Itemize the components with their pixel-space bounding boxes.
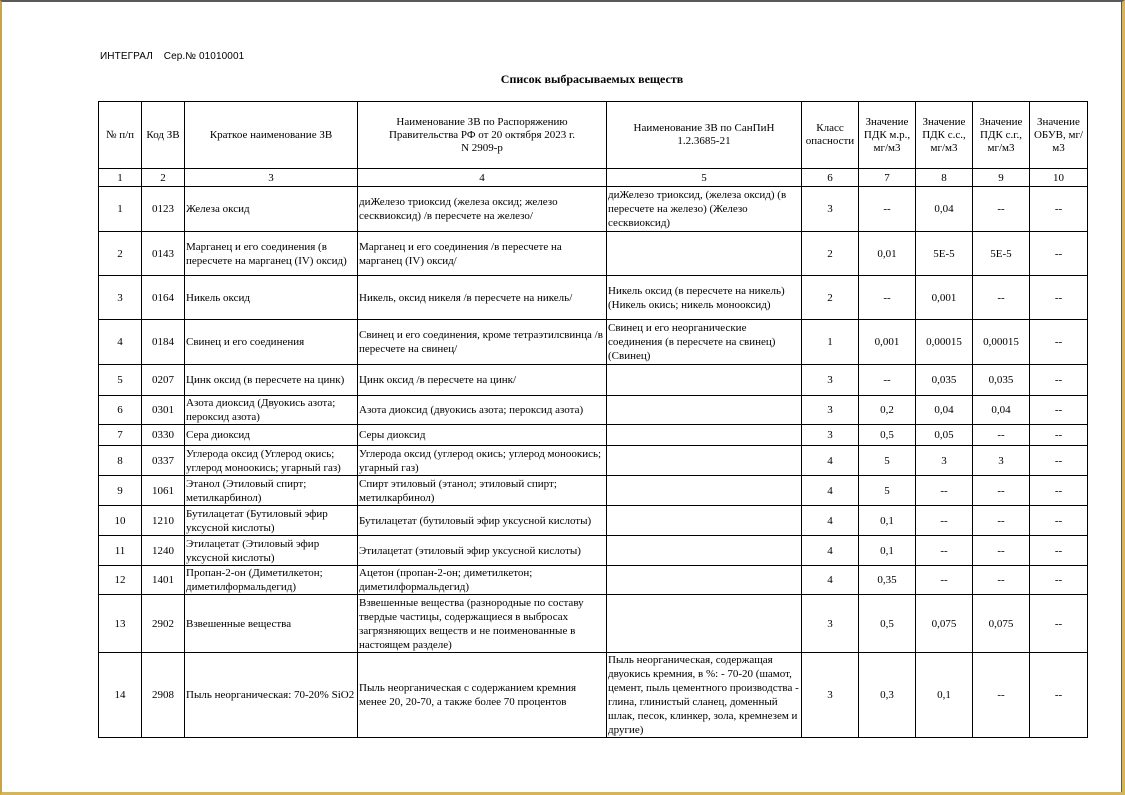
col-number: 8 [916, 169, 973, 187]
cell-pdk-ss: 0,001 [916, 276, 973, 320]
cell-short-name: Сера диоксид [185, 425, 358, 446]
cell-hazard-class: 3 [802, 365, 859, 396]
table-row [99, 653, 1088, 738]
substances-table [98, 101, 1088, 738]
table-row [99, 595, 1088, 653]
cell-index: 9 [99, 476, 142, 506]
cell-index: 5 [99, 365, 142, 396]
col-header-pdk-sg: Значение ПДК с.г., мг/м3 [973, 102, 1030, 169]
cell-hazard-class: 2 [802, 276, 859, 320]
cell-pdk-mr: 0,5 [859, 595, 916, 653]
cell-hazard-class: 3 [802, 187, 859, 232]
cell-pdk-ss: 0,00015 [916, 320, 973, 365]
cell-index: 8 [99, 446, 142, 476]
cell-pdk-ss: 0,075 [916, 595, 973, 653]
table-row [99, 276, 1088, 320]
cell-obuv: -- [1030, 446, 1088, 476]
cell-short-name: Марганец и его соединения (в пересчете на марганец (IV) оксид) [185, 232, 358, 276]
cell-pdk-mr: 0,2 [859, 396, 916, 425]
cell-code: 1210 [142, 506, 185, 536]
cell-pdk-mr: -- [859, 187, 916, 232]
cell-hazard-class: 1 [802, 320, 859, 365]
cell-gov-name: Ацетон (пропан-2-он; диметилкетон; диметилформальдегид) [358, 566, 607, 595]
cell-short-name: Пыль неорганическая: 70-20% SiO2 [185, 653, 358, 738]
document-title: Список выбрасываемых веществ [500, 72, 684, 86]
cell-hazard-class: 3 [802, 595, 859, 653]
cell-obuv: -- [1030, 595, 1088, 653]
cell-sanpin-name [607, 425, 802, 446]
col-number: 2 [142, 169, 185, 187]
cell-index: 3 [99, 276, 142, 320]
cell-short-name: Свинец и его соединения [185, 320, 358, 365]
device-name: ИНТЕГРАЛ [100, 51, 153, 62]
cell-pdk-sg: -- [973, 566, 1030, 595]
table-row [99, 396, 1088, 425]
cell-hazard-class: 4 [802, 446, 859, 476]
col-header-index: № п/п [99, 102, 142, 169]
cell-short-name: Углерода оксид (Углерод окись; углерод моноокись; угарный газ) [185, 446, 358, 476]
cell-code: 1240 [142, 536, 185, 566]
cell-pdk-sg: 3 [973, 446, 1030, 476]
cell-short-name: Взвешенные вещества [185, 595, 358, 653]
cell-hazard-class: 4 [802, 536, 859, 566]
cell-sanpin-name: Пыль неорганическая, содержащая двуокись кремния, в %: - 70-20 (шамот, цемент, пыль цементного производства - глина, глинистый сланец, доменный шлак, песок, клинкер, зола, кремнезем и другие) [607, 653, 802, 738]
cell-pdk-ss: -- [916, 506, 973, 536]
cell-obuv: -- [1030, 276, 1088, 320]
cell-pdk-sg: -- [973, 536, 1030, 566]
device-header [100, 51, 244, 62]
cell-index: 11 [99, 536, 142, 566]
cell-obuv: -- [1030, 187, 1088, 232]
cell-obuv: -- [1030, 365, 1088, 396]
cell-pdk-ss: 3 [916, 446, 973, 476]
cell-gov-name: Азота диоксид (двуокись азота; пероксид азота) [358, 396, 607, 425]
cell-obuv: -- [1030, 653, 1088, 738]
col-header-obuv: Значение ОБУВ, мг/м3 [1030, 102, 1088, 169]
cell-short-name: Железа оксид [185, 187, 358, 232]
serial-number: Сер.№ 01010001 [163, 51, 245, 62]
cell-code: 0123 [142, 187, 185, 232]
cell-pdk-sg: -- [973, 425, 1030, 446]
cell-sanpin-name [607, 476, 802, 506]
cell-pdk-mr: 0,5 [859, 425, 916, 446]
cell-sanpin-name [607, 396, 802, 425]
cell-pdk-ss: 0,05 [916, 425, 973, 446]
cell-gov-name: Никель, оксид никеля /в пересчете на никель/ [358, 276, 607, 320]
cell-gov-name: Пыль неорганическая с содержанием кремния менее 20, 20-70, а также более 70 процентов [358, 653, 607, 738]
cell-obuv: -- [1030, 506, 1088, 536]
cell-index: 7 [99, 425, 142, 446]
cell-index: 4 [99, 320, 142, 365]
table-row [99, 536, 1088, 566]
cell-hazard-class: 2 [802, 232, 859, 276]
cell-short-name: Бутилацетат (Бутиловый эфир уксусной кислоты) [185, 506, 358, 536]
cell-gov-name: Этилацетат (этиловый эфир уксусной кислоты) [358, 536, 607, 566]
cell-obuv: -- [1030, 320, 1088, 365]
cell-pdk-sg: -- [973, 476, 1030, 506]
cell-index: 10 [99, 506, 142, 536]
cell-index: 2 [99, 232, 142, 276]
cell-pdk-mr: 0,35 [859, 566, 916, 595]
table-row [99, 506, 1088, 536]
cell-code: 2902 [142, 595, 185, 653]
cell-pdk-sg: -- [973, 506, 1030, 536]
col-number: 1 [99, 169, 142, 187]
cell-pdk-sg: 0,035 [973, 365, 1030, 396]
cell-obuv: -- [1030, 396, 1088, 425]
table-row [99, 232, 1088, 276]
cell-code: 0164 [142, 276, 185, 320]
cell-sanpin-name: Свинец и его неорганические соединения (в пересчете на свинец) (Свинец) [607, 320, 802, 365]
col-number: 3 [185, 169, 358, 187]
cell-code: 0337 [142, 446, 185, 476]
cell-gov-name: Марганец и его соединения /в пересчете на марганец (IV) оксид/ [358, 232, 607, 276]
cell-short-name: Пропан-2-он (Диметилкетон; диметилформальдегид) [185, 566, 358, 595]
col-header-short-name: Краткое наименование ЗВ [185, 102, 358, 169]
cell-gov-name: Углерода оксид (углерод окись; углерод моноокись; угарный газ) [358, 446, 607, 476]
col-header-hazard-class: Класс опасности [802, 102, 859, 169]
table-row [99, 320, 1088, 365]
col-number: 10 [1030, 169, 1088, 187]
col-number: 4 [358, 169, 607, 187]
cell-gov-name: Бутилацетат (бутиловый эфир уксусной кислоты) [358, 506, 607, 536]
cell-pdk-mr: 5 [859, 476, 916, 506]
cell-pdk-mr: 0,3 [859, 653, 916, 738]
cell-pdk-sg: 5Е-5 [973, 232, 1030, 276]
table-row [99, 566, 1088, 595]
cell-pdk-ss: 0,1 [916, 653, 973, 738]
cell-hazard-class: 4 [802, 506, 859, 536]
cell-sanpin-name [607, 365, 802, 396]
cell-gov-name: Взвешенные вещества (разнородные по составу твердые частицы, содержащиеся в выбросах загрязняющих веществ и не поименованные в настоящем разделе) [358, 595, 607, 653]
cell-pdk-ss: 0,04 [916, 396, 973, 425]
cell-short-name: Этанол (Этиловый спирт; метилкарбинол) [185, 476, 358, 506]
col-number: 7 [859, 169, 916, 187]
cell-code: 0143 [142, 232, 185, 276]
cell-index: 6 [99, 396, 142, 425]
cell-code: 1401 [142, 566, 185, 595]
col-header-code: Код ЗВ [142, 102, 185, 169]
cell-code: 1061 [142, 476, 185, 506]
col-number: 9 [973, 169, 1030, 187]
cell-gov-name: Серы диоксид [358, 425, 607, 446]
cell-sanpin-name [607, 506, 802, 536]
col-header-sanpin-name: Наименование ЗВ по СанПиН 1.2.3685-21 [607, 102, 802, 169]
cell-pdk-mr: 0,001 [859, 320, 916, 365]
cell-pdk-mr: 0,01 [859, 232, 916, 276]
cell-short-name: Азота диоксид (Двуокись азота; пероксид азота) [185, 396, 358, 425]
cell-hazard-class: 3 [802, 653, 859, 738]
cell-pdk-sg: 0,075 [973, 595, 1030, 653]
cell-pdk-ss: -- [916, 476, 973, 506]
cell-index: 13 [99, 595, 142, 653]
cell-code: 0207 [142, 365, 185, 396]
cell-obuv: -- [1030, 536, 1088, 566]
column-number-row [99, 169, 1088, 187]
cell-sanpin-name: Никель оксид (в пересчете на никель) (Никель окись; никель монооксид) [607, 276, 802, 320]
cell-index: 1 [99, 187, 142, 232]
cell-hazard-class: 4 [802, 476, 859, 506]
cell-sanpin-name [607, 566, 802, 595]
col-header-gov-name: Наименование ЗВ по Распоряжению Правительства РФ от 20 октября 2023 г. N 2909-р [358, 102, 607, 169]
cell-sanpin-name [607, 595, 802, 653]
table-row [99, 365, 1088, 396]
cell-code: 0330 [142, 425, 185, 446]
cell-pdk-sg: 0,04 [973, 396, 1030, 425]
cell-pdk-ss: 0,04 [916, 187, 973, 232]
table-row [99, 446, 1088, 476]
cell-pdk-mr: 0,1 [859, 506, 916, 536]
cell-index: 14 [99, 653, 142, 738]
cell-hazard-class: 4 [802, 566, 859, 595]
cell-pdk-sg: -- [973, 653, 1030, 738]
cell-pdk-mr: -- [859, 276, 916, 320]
cell-pdk-ss: -- [916, 566, 973, 595]
cell-gov-name: Спирт этиловый (этанол; этиловый спирт; метилкарбинол) [358, 476, 607, 506]
cell-pdk-sg: -- [973, 187, 1030, 232]
cell-obuv: -- [1030, 476, 1088, 506]
cell-obuv: -- [1030, 425, 1088, 446]
cell-gov-name: Цинк оксид /в пересчете на цинк/ [358, 365, 607, 396]
cell-sanpin-name: диЖелезо триоксид, (железа оксид) (в пересчете на железо) (Железо сесквиоксид) [607, 187, 802, 232]
cell-code: 0301 [142, 396, 185, 425]
cell-obuv: -- [1030, 232, 1088, 276]
cell-pdk-sg: 0,00015 [973, 320, 1030, 365]
cell-hazard-class: 3 [802, 425, 859, 446]
cell-pdk-ss: 5Е-5 [916, 232, 973, 276]
cell-sanpin-name [607, 232, 802, 276]
cell-pdk-mr: -- [859, 365, 916, 396]
col-header-pdk-ss: Значение ПДК с.с., мг/м3 [916, 102, 973, 169]
table-row [99, 187, 1088, 232]
cell-pdk-ss: -- [916, 536, 973, 566]
cell-gov-name: диЖелезо триоксид (железа оксид; железо сесквиоксид) /в пересчете на железо/ [358, 187, 607, 232]
cell-code: 2908 [142, 653, 185, 738]
cell-pdk-mr: 5 [859, 446, 916, 476]
cell-index: 12 [99, 566, 142, 595]
cell-short-name: Цинк оксид (в пересчете на цинк) [185, 365, 358, 396]
col-number: 6 [802, 169, 859, 187]
cell-hazard-class: 3 [802, 396, 859, 425]
cell-pdk-ss: 0,035 [916, 365, 973, 396]
cell-short-name: Этилацетат (Этиловый эфир уксусной кислоты) [185, 536, 358, 566]
cell-pdk-mr: 0,1 [859, 536, 916, 566]
header-row [99, 102, 1088, 169]
col-number: 5 [607, 169, 802, 187]
cell-short-name: Никель оксид [185, 276, 358, 320]
col-header-pdk-mr: Значение ПДК м.р., мг/м3 [859, 102, 916, 169]
cell-pdk-sg: -- [973, 276, 1030, 320]
table-row [99, 425, 1088, 446]
cell-obuv: -- [1030, 566, 1088, 595]
cell-code: 0184 [142, 320, 185, 365]
cell-sanpin-name [607, 536, 802, 566]
table-row [99, 476, 1088, 506]
cell-sanpin-name [607, 446, 802, 476]
cell-gov-name: Свинец и его соединения, кроме тетраэтилсвинца /в пересчете на свинец/ [358, 320, 607, 365]
